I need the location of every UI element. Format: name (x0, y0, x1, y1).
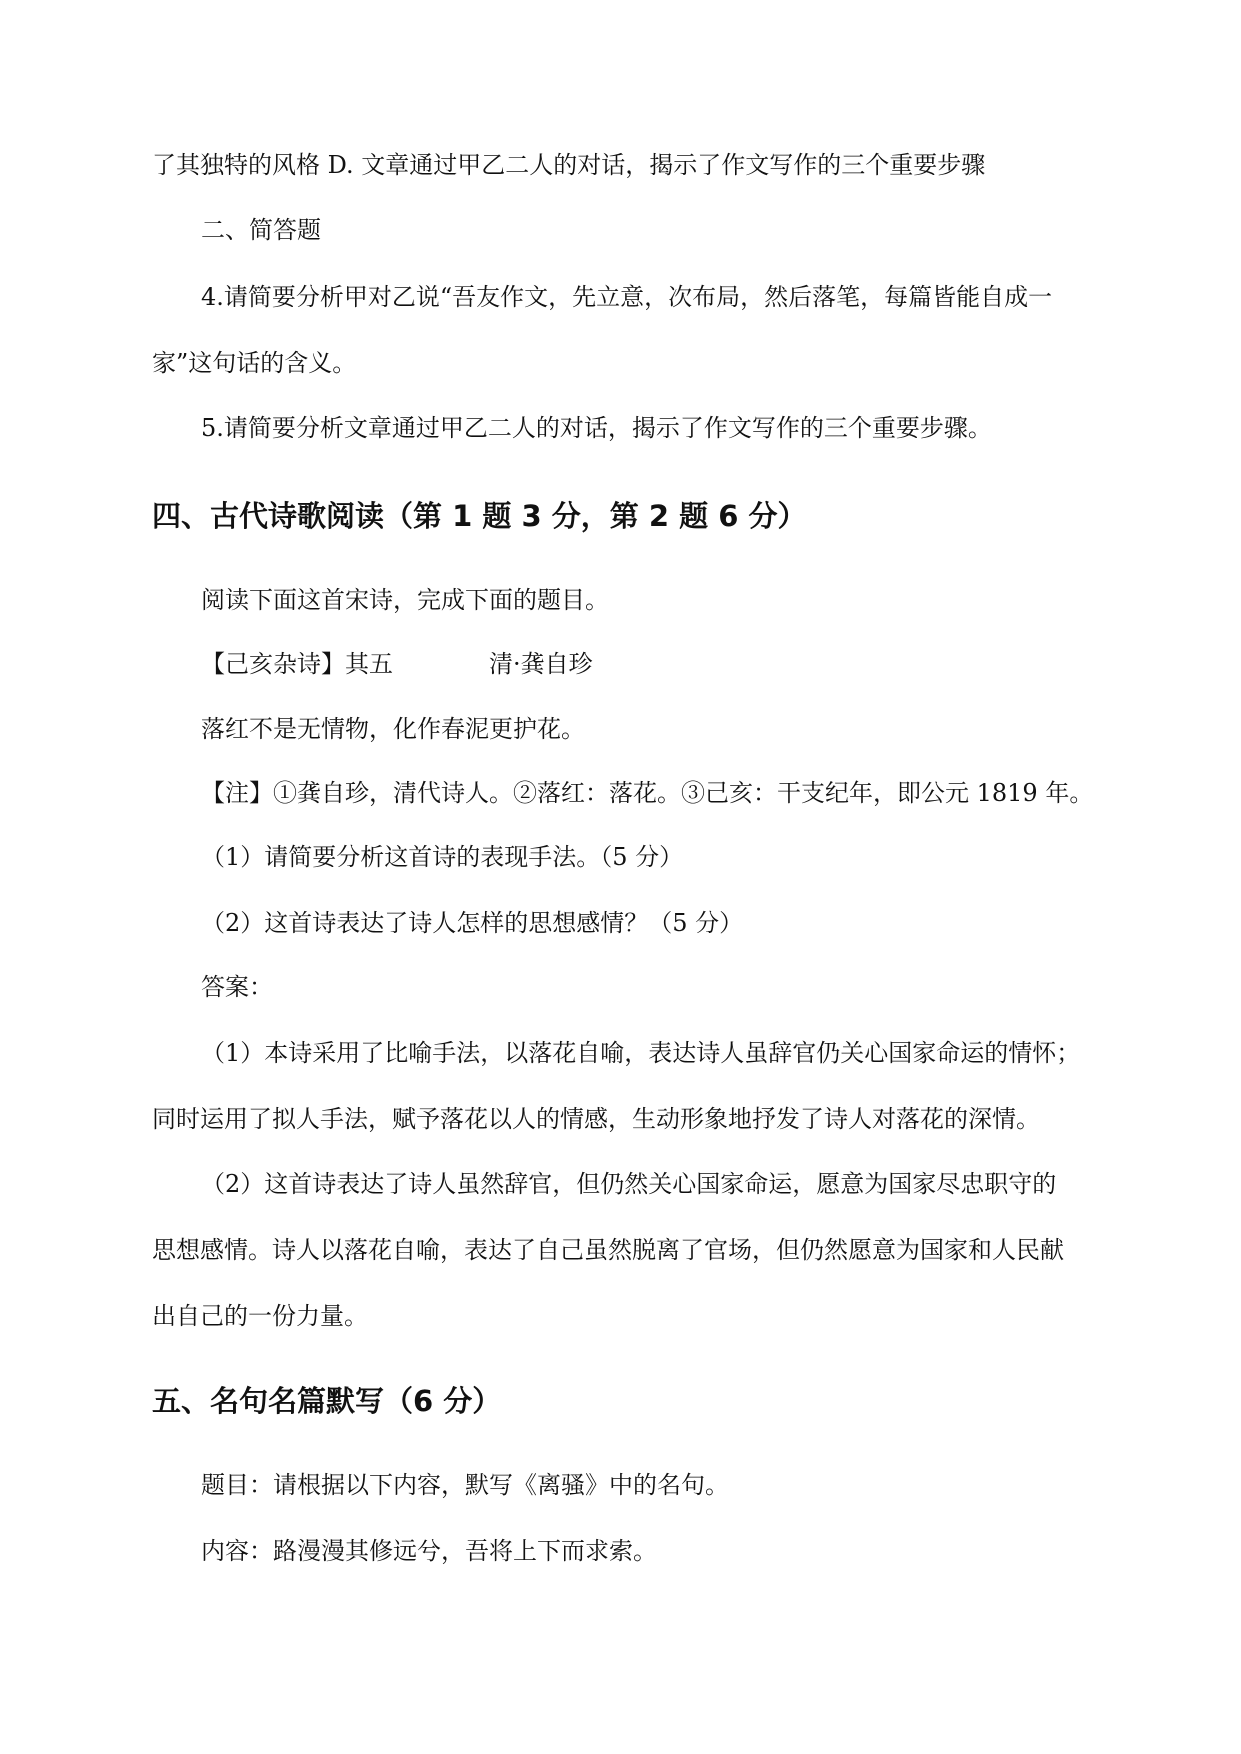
answer-1-line-2: 同时运用了拟人手法，赋予落花以人的情感，生动形象地抒发了诗人对落花的深情。 (152, 1105, 1040, 1133)
question-4-line-2: 家”这句话的含义。 (152, 349, 357, 377)
section-heading-4: 四、古代诗歌阅读（第 1 题 3 分，第 2 题 6 分） (152, 499, 807, 533)
section-heading-5: 五、名句名篇默写（6 分） (152, 1384, 502, 1418)
answer-1-line-1: （1）本诗采用了比喻手法，以落花自喻，表达诗人虽辞官仍关心国家命运的情怀； (201, 1039, 1081, 1067)
poem-author: 清·龚自珍 (489, 650, 593, 678)
section-subheading: 二、简答题 (201, 216, 321, 244)
answer-2-line-1: （2）这首诗表达了诗人虽然辞官，但仍然关心国家命运，愿意为国家尽忠职守的 (201, 1170, 1057, 1198)
poem-notes: 【注】①龚自珍，清代诗人。②落红：落花。③己亥：干支纪年，即公元 1819 年。 (201, 779, 1094, 807)
question-4-line-1: 4.请简要分析甲对乙说“吾友作文，先立意，次布局，然后落笔，每篇皆能自成一 (201, 283, 1053, 311)
poem-title: 【己亥杂诗】其五 (201, 650, 393, 678)
poem-verse: 落红不是无情物，化作春泥更护花。 (201, 715, 585, 743)
answer-2-line-2: 思想感情。诗人以落花自喻，表达了自己虽然脱离了官场，但仍然愿意为国家和人民献 (152, 1236, 1064, 1264)
paragraph-line: 了其独特的风格 D. 文章通过甲乙二人的对话，揭示了作文写作的三个重要步骤 (152, 151, 986, 179)
answer-2-line-3: 出自己的一份力量。 (152, 1302, 368, 1330)
instruction-line: 阅读下面这首宋诗，完成下面的题目。 (201, 586, 609, 614)
sub-question-1: （1）请简要分析这首诗的表现手法。（5 分） (201, 843, 684, 871)
dictation-content: 内容：路漫漫其修远兮，吾将上下而求索。 (201, 1537, 657, 1565)
dictation-question: 题目：请根据以下内容，默写《离骚》中的名句。 (201, 1471, 729, 1499)
question-5: 5.请简要分析文章通过甲乙二人的对话，揭示了作文写作的三个重要步骤。 (201, 414, 992, 442)
poem-title-line (201, 647, 593, 681)
answer-label: 答案： (201, 973, 273, 1001)
sub-question-2: （2）这首诗表达了诗人怎样的思想感情？（5 分） (201, 909, 744, 937)
